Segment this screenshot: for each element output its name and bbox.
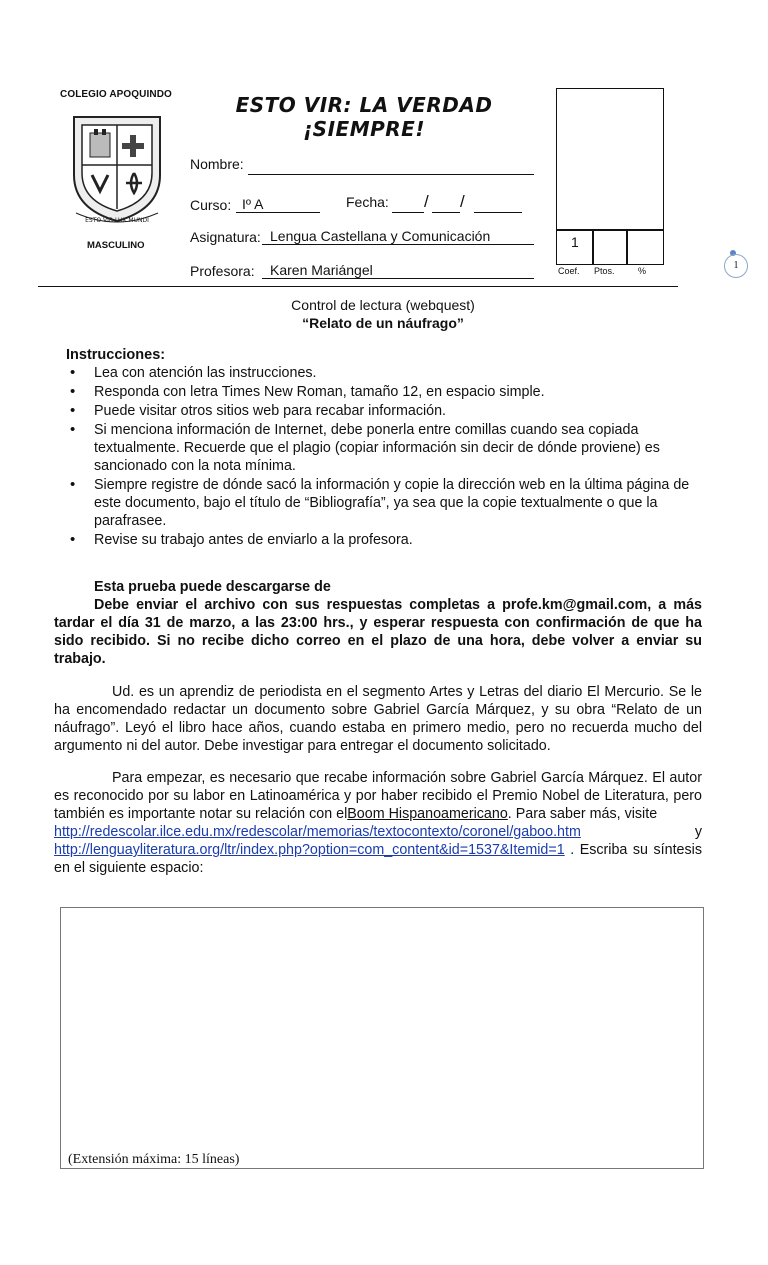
- ptos-cell[interactable]: [592, 229, 628, 265]
- pct-cell[interactable]: [626, 229, 664, 265]
- school-name: COLEGIO APOQUINDO: [60, 89, 172, 100]
- fecha-month-field[interactable]: [432, 196, 460, 213]
- grade-box: [556, 88, 664, 231]
- page-number: 1: [724, 254, 748, 278]
- motto-line-2: ¡SIEMPRE!: [303, 117, 425, 141]
- section-label: MASCULINO: [87, 240, 145, 251]
- fecha-separator: /: [424, 192, 429, 211]
- download-line: Esta prueba puede descargarse de: [94, 579, 331, 595]
- paragraph-text: . Para saber más, visite: [507, 806, 658, 822]
- list-item: • Revise su trabajo antes de enviarlo a la profesora.: [60, 531, 710, 549]
- profesora-value: Karen Mariángel: [270, 262, 373, 278]
- boom-link[interactable]: Boom Hispanoamericano: [347, 806, 508, 822]
- fecha-separator: /: [460, 192, 465, 211]
- school-crest-logo: [68, 113, 166, 225]
- curso-value: Iº A: [242, 196, 264, 212]
- coef-cell: [556, 229, 594, 265]
- svg-text:ESTO VIR LUX MUNDI: ESTO VIR LUX MUNDI: [85, 217, 149, 224]
- coef-value: 1: [571, 234, 579, 250]
- list-item: • Lea con atención las instrucciones.: [60, 364, 710, 382]
- asignatura-label: Asignatura:: [190, 229, 261, 245]
- fecha-label: Fecha:: [346, 194, 389, 210]
- list-item: • Siempre registre de dónde sacó la información y copie la dirección web en la última página de este documento, bajo el título de “Bibliografía”, ya sea que la copie textualmente o que la parafrasee.: [60, 476, 710, 530]
- profesora-field[interactable]: [262, 262, 534, 279]
- profesora-label: Profesora:: [190, 263, 255, 279]
- list-item: • Si menciona información de Internet, debe ponerla entre comillas cuando sea copiada textualmente. Recuerde que el plagio (copiar información sin decir de dónde proviene) es sancionado con la nota mínima.: [60, 421, 710, 475]
- doc-title: Control de lectura (webquest): [291, 297, 475, 313]
- school-motto: [196, 93, 532, 141]
- motto-line-1: ESTO VIR: LA VERDAD: [235, 93, 493, 117]
- nombre-field[interactable]: [248, 158, 534, 175]
- coef-label: Coef.: [558, 266, 580, 276]
- conjunction: y: [694, 824, 702, 840]
- instructions-list: [60, 364, 710, 550]
- paragraph-intro: Ud. es un aprendiz de periodista en el segmento Artes y Letras del diario El Mercurio. Se le ha encomendado redactar un documento sobre Gabriel García Márquez, y su obra “Relato de un náufrago”. Leyó el libro hace años, cuando estaba en primero medio, pero no recuerda mucho del argumento ni del autor. Debe investigar para entregar el documento solicitado.: [54, 684, 702, 754]
- answer-textbox[interactable]: [60, 907, 704, 1169]
- deadline-text: Debe enviar el archivo con sus respuestas completas a profe.km@gmail.com, a más tardar el día 31 de marzo, a las 23:00 hrs., y esperar respuesta con confirmación de que ha sido recibido. Si no recibe dicho correo en el plazo de una hora, debe volver a enviar su trabajo.: [54, 597, 702, 667]
- submission-notice: [54, 578, 702, 668]
- asignatura-field[interactable]: [262, 228, 534, 245]
- curso-field[interactable]: [236, 196, 320, 213]
- paragraph-text: Para empezar, es necesario que recabe información sobre Gabriel García Márquez. El autor es reconocido por su labor en Latinoamérica y por haber recibido el Premio Nobel de Literatura, pero también es importante notar su relación con el: [54, 770, 702, 822]
- fecha-year-field[interactable]: [474, 196, 522, 213]
- header-divider: [38, 286, 678, 287]
- fecha-day-field[interactable]: [392, 196, 424, 213]
- paragraph-research: [54, 769, 702, 877]
- pct-label: %: [638, 266, 647, 276]
- nombre-label: Nombre:: [190, 156, 244, 172]
- link-redescolar[interactable]: http://redescolar.ilce.edu.mx/redescolar/memorias/textocontexto/coronel/gaboo.htm: [54, 824, 581, 840]
- max-length-note: (Extensión máxima: 15 líneas): [68, 1152, 240, 1167]
- ptos-label: Ptos.: [594, 266, 615, 276]
- list-item: • Puede visitar otros sitios web para recabar información.: [60, 402, 710, 420]
- paragraph-text: . Escriba su síntesis en el siguiente espacio:: [54, 842, 702, 876]
- curso-label: Curso:: [190, 197, 232, 213]
- instructions-heading: Instrucciones:: [66, 347, 166, 363]
- list-item: • Responda con letra Times New Roman, tamaño 12, en espacio simple.: [60, 383, 710, 401]
- doc-subtitle: “Relato de un náufrago”: [302, 315, 464, 331]
- link-lenguayliteratura[interactable]: http://lenguayliteratura.org/ltr/index.php?option=com_content&id=1537&Itemid=1: [54, 842, 565, 858]
- asignatura-value: Lengua Castellana y Comunicación: [270, 228, 491, 244]
